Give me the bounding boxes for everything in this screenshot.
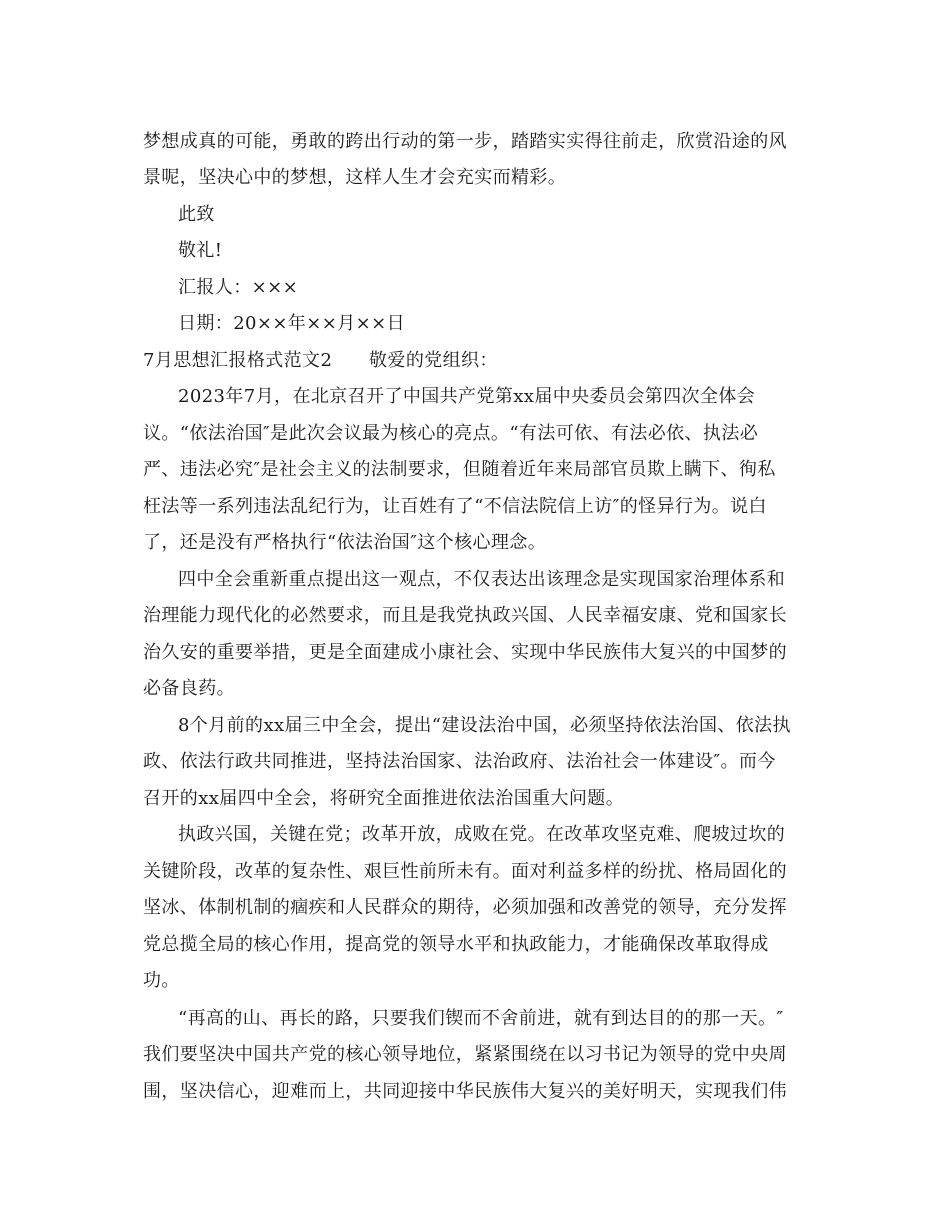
text-line: 枉法等一系列违法乱纪行为，让百姓有了“不信法院信上访″的怪异行为。说白 [143,496,767,517]
text-line: 政、依法行政共同推进，坚持法治国家、法治政府、法治社会一体建设″。而今 [143,751,776,772]
text-line: 执政兴国，关键在党；改革开放，成败在党。在改革攻坚克难、爬坡过坎的 [178,824,786,845]
text-line: 治久安的重要举措，更是全面建成小康社会、实现中华民族伟大复兴的中国梦的 [143,642,787,663]
text-line: 党总揽全局的核心作用，提高党的领导水平和执政能力，才能确保改革取得成 [143,934,769,955]
text-line: 关键阶段，改革的复杂性、艰巨性前所未有。面对利益多样的纷扰、格局固化的 [143,861,787,882]
text-line: 召开的xx届四中全会，将研究全面推进依法治国重大问题。 [143,788,625,809]
closing-salutation: 此致 [178,204,215,225]
text-line: 四中全会重新重点提出这一观点，不仅表达出该理念是实现国家治理体系和 [178,569,786,590]
reporter-line: 汇报人：××× [178,277,299,298]
date-line: 日期：20××年××月××日 [178,313,405,334]
text-line: 2023年7月，在北京召开了中国共产党第xx届中央委员会第四次全体会 [178,386,756,407]
text-line: 我们要坚决中国共产党的核心领导地位，紧紧围绕在以习书记为领导的党中央周 [143,1044,787,1065]
text-line: 严、违法必究″是社会主义的法制要求，但随着近年来局部官员欺上瞒下、徇私 [143,459,776,480]
text-line: 功。 [143,970,180,991]
text-line: 围，坚决信心，迎难而上，共同迎接中华民族伟大复兴的美好明天，实现我们伟 [143,1081,787,1102]
closing-respect: 敬礼! [178,240,223,261]
text-line: 议。“依法治国″是此次会议最为核心的亮点。“有法可依、有法必依、执法必 [143,423,759,444]
text-line: 梦想成真的可能，勇敢的跨出行动的第一步，踏踏实实得往前走，欣赏沿途的风 [143,131,787,152]
text-line: 景呢，坚决心中的梦想，这样人生才会充实而精彩。 [143,167,567,188]
text-line: 治理能力现代化的必然要求，而且是我党执政兴国、人民幸福安康、党和国家长 [143,605,787,626]
text-line: 坚冰、体制机制的痼疾和人民群众的期待，必须加强和改善党的领导，充分发挥 [143,897,787,918]
text-line: 了，还是没有严格执行“依法治国″这个核心理念。 [143,532,547,553]
text-line: 必备良药。 [143,678,235,699]
section-heading: 7月思想汇报格式范文2 敬爱的党组织： [143,350,498,371]
text-line: 8个月前的xx届三中全会，提出“建设法治中国，必须坚持依法治国、依法执 [178,715,791,736]
text-line: “再高的山、再长的路，只要我们锲而不舍前进，就有到达目的的那一天。″ [178,1008,784,1029]
